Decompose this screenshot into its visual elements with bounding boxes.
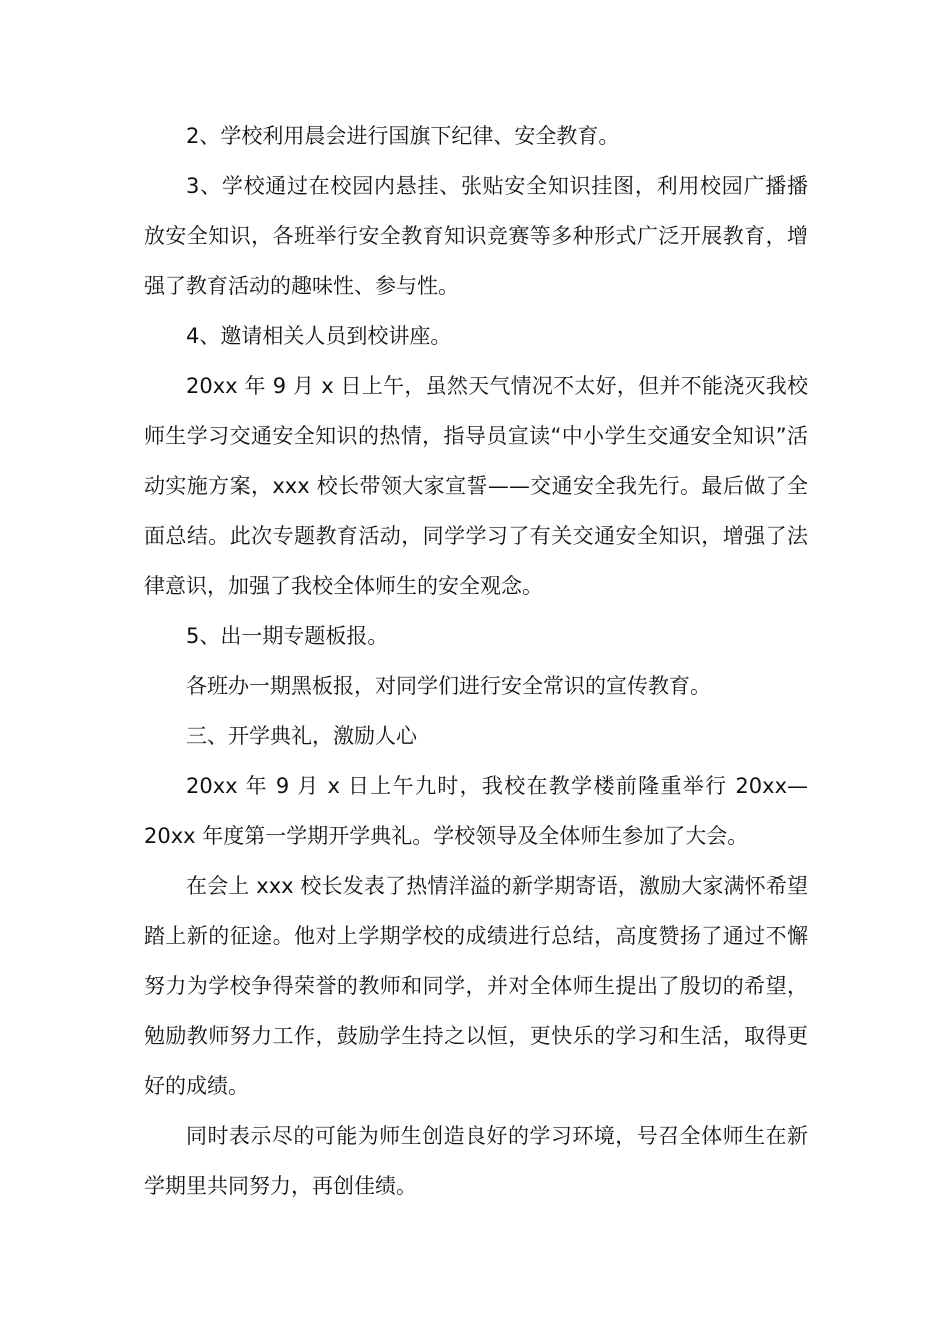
paragraph-item-3: 3、学校通过在校园内悬挂、张贴安全知识挂图，利用校园广播播放安全知识，各班举行安全教育知识竞赛等多种形式广泛开展教育，增强了教育活动的趣味性、参与性。 (144, 174, 808, 298)
paragraph-item-4: 4、邀请相关人员到校讲座。 (186, 324, 452, 348)
paragraph-traffic-safety-lecture: 20xx 年 9 月 x 日上午，虽然天气情况不太好，但并不能浇灭我校师生学习交通安全知识的热情，指导员宣读“中小学生交通安全知识”活动实施方案，xxx 校长带领大家宣誓——交通安全我先行。最后做了全面总结。此次专题教育活动，同学学习了有关交通安全知识，增强了法律意识，加强了我校全体师生的安全观念。 (144, 374, 808, 598)
paragraph-item-2: 2、学校利用晨会进行国旗下纪律、安全教育。 (186, 124, 620, 148)
paragraph-blackboard: 各班办一期黑板报，对同学们进行安全常识的宣传教育。 (186, 674, 711, 698)
paragraph-closing: 同时表示尽的可能为师生创造良好的学习环境，号召全体师生在新学期里共同努力，再创佳绩。 (144, 1124, 808, 1198)
paragraph-principal-speech: 在会上 xxx 校长发表了热情洋溢的新学期寄语，激励大家满怀希望踏上新的征途。他对上学期学校的成绩进行总结，高度赞扬了通过不懈努力为学校争得荣誉的教师和同学，并对全体师生提出了殷切的希望，勉励教师努力工作，鼓励学生持之以恒，更快乐的学习和生活，取得更好的成绩。 (144, 874, 808, 1098)
paragraph-ceremony-date: 20xx 年 9 月 x 日上午九时，我校在教学楼前隆重举行 20xx—20xx 年度第一学期开学典礼。学校领导及全体师生参加了大会。 (144, 774, 808, 848)
section-heading-opening-ceremony: 三、开学典礼，激励人心 (186, 724, 417, 748)
document-body (144, 111, 808, 1211)
paragraph-item-5: 5、出一期专题板报。 (186, 624, 389, 648)
